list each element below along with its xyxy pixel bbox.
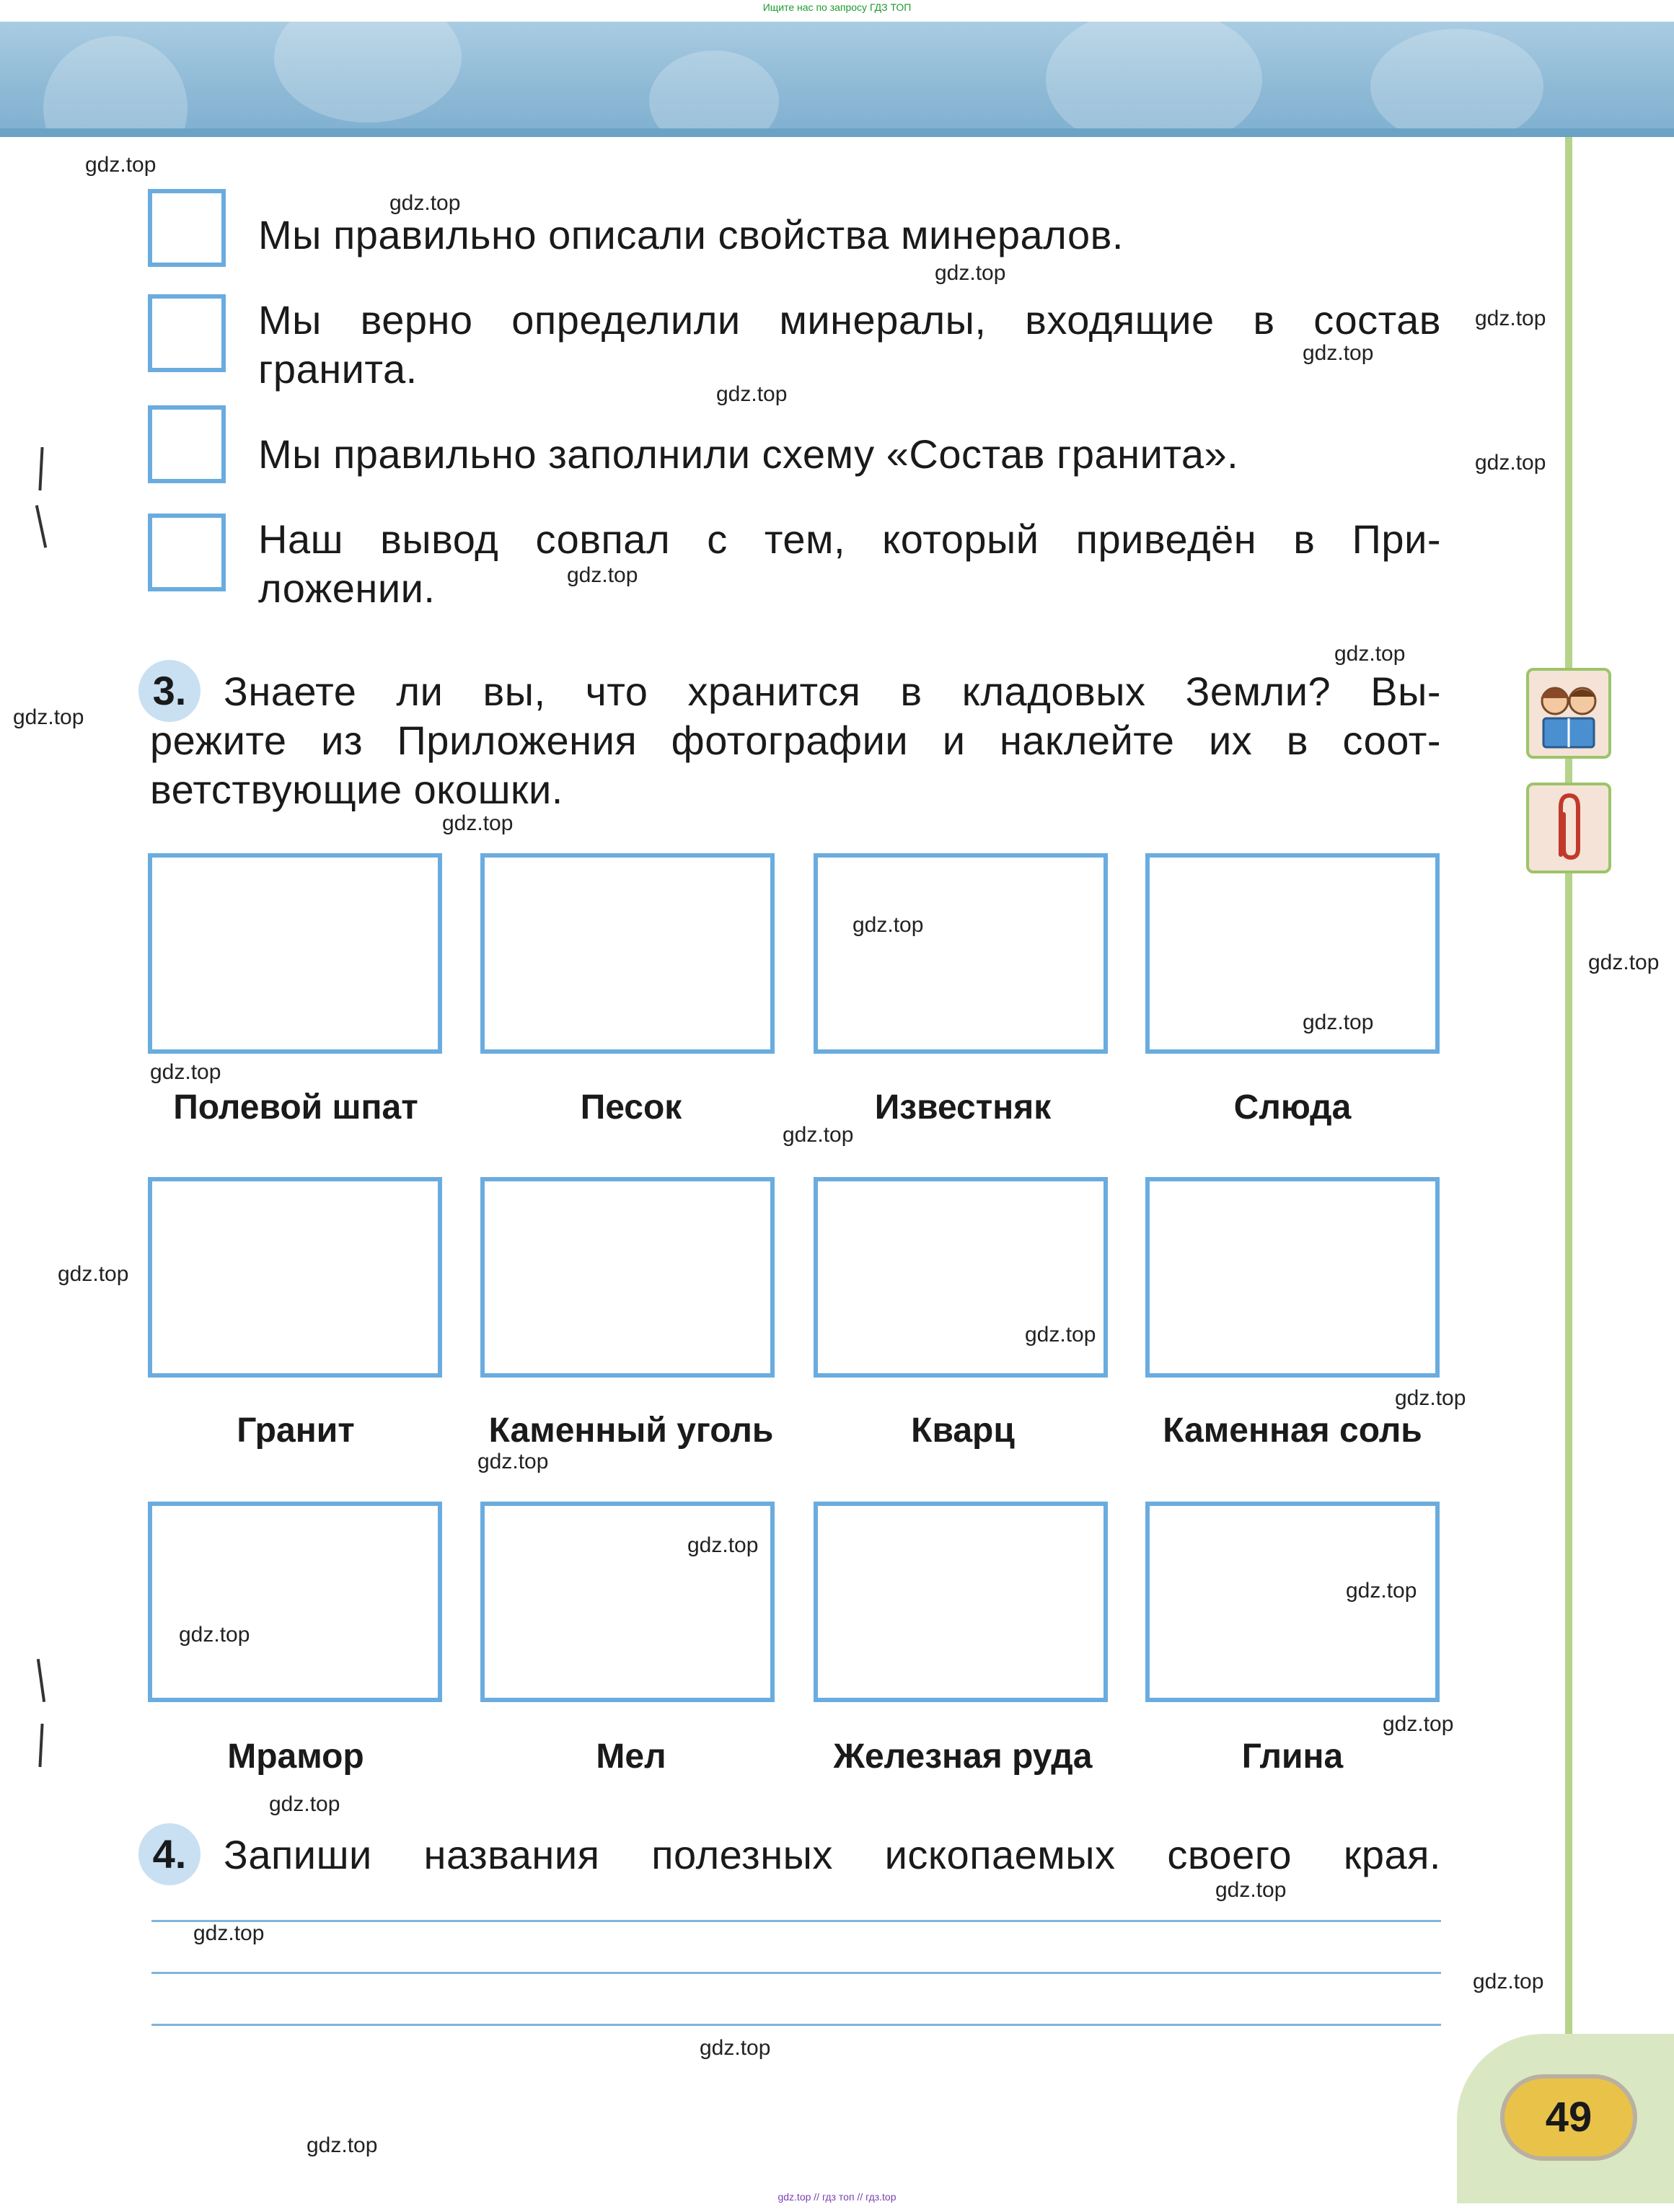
watermark: gdz.top — [179, 1623, 250, 1647]
photo-box-sand[interactable] — [480, 853, 775, 1054]
watermark: gdz.top — [1334, 642, 1406, 666]
header-band — [0, 22, 1674, 137]
answer-line-1[interactable] — [151, 1920, 1441, 1922]
watermark: gdz.top — [783, 1123, 854, 1147]
label-chalk: Мел — [596, 1737, 666, 1776]
watermark: gdz.top — [307, 2133, 378, 2157]
photo-box-coal[interactable] — [480, 1177, 775, 1378]
self-check-box-4[interactable] — [148, 514, 226, 591]
label-granite: Гранит — [237, 1411, 355, 1450]
photo-box-mica[interactable] — [1145, 853, 1440, 1054]
self-check-box-2[interactable] — [148, 294, 226, 372]
label-clay: Глина — [1241, 1737, 1344, 1776]
checklist-item-2 — [258, 296, 1441, 394]
checklist-item-3-text: Мы правильно заполнили схему «Состав гранита». — [258, 431, 1239, 477]
watermark: gdz.top — [389, 191, 461, 215]
photo-box-rock-salt[interactable] — [1145, 1177, 1440, 1378]
self-check-box-1[interactable] — [148, 189, 226, 267]
watermark: gdz.top — [193, 1921, 265, 1945]
label-limestone: Известняк — [874, 1088, 1052, 1127]
label-marble: Мрамор — [227, 1737, 364, 1776]
task-3-number: 3. — [138, 660, 201, 722]
reading-kids-icon-graphic — [1529, 671, 1608, 756]
checklist-item-3 — [258, 430, 1441, 479]
photo-box-limestone[interactable] — [814, 853, 1108, 1054]
margin-line — [1565, 137, 1572, 2200]
paperclip-icon-graphic — [1529, 785, 1608, 871]
watermark: gdz.top — [1588, 951, 1660, 974]
photo-box-chalk[interactable] — [480, 1502, 775, 1702]
paperclip-icon — [1526, 783, 1611, 873]
checklist-item-4 — [258, 515, 1441, 613]
checklist-item-2-line1: Мы верно определили минералы, входящие в состав — [258, 297, 1441, 343]
watermark: gdz.top — [1303, 1010, 1374, 1034]
binding-mark — [38, 1724, 43, 1767]
checklist-item-4-line1: Наш вывод совпал с тем, который приведён в При- — [258, 516, 1441, 562]
watermark: gdz.top — [1475, 451, 1546, 475]
label-feldspar: Полевой шпат — [173, 1088, 418, 1127]
watermark: gdz.top — [567, 563, 638, 587]
label-iron-ore: Железная руда — [833, 1737, 1093, 1776]
watermark: gdz.top — [716, 382, 788, 406]
label-mica: Слюда — [1233, 1088, 1352, 1127]
watermark: gdz.top — [1346, 1579, 1417, 1603]
photo-box-marble[interactable] — [148, 1502, 442, 1702]
watermark: gdz.top — [1475, 307, 1546, 330]
checklist-item-1 — [258, 211, 1441, 260]
photo-box-feldspar[interactable] — [148, 853, 442, 1054]
watermark: gdz.top — [477, 1450, 549, 1473]
photo-box-granite[interactable] — [148, 1177, 442, 1378]
checklist-item-2-line2: гранита. — [258, 346, 418, 392]
photo-box-quartz[interactable] — [814, 1177, 1108, 1378]
binding-mark — [38, 447, 43, 490]
binding-mark — [37, 1659, 45, 1702]
watermark: gdz.top — [85, 153, 157, 177]
label-coal: Каменный уголь — [488, 1411, 774, 1450]
watermark: gdz.top — [1215, 1878, 1287, 1902]
task-3-line3: ветствующие окошки. — [150, 767, 563, 812]
checklist-item-4-line2: ложении. — [258, 565, 436, 611]
photo-box-iron-ore[interactable] — [814, 1502, 1108, 1702]
watermark: gdz.top — [1383, 1712, 1454, 1736]
footer-note: gdz.top // гдз топ // гдз.top — [777, 2191, 897, 2203]
watermark: gdz.top — [1303, 341, 1374, 365]
label-sand: Песок — [580, 1088, 682, 1127]
answer-line-2[interactable] — [151, 1972, 1441, 1974]
page-number: 49 — [1500, 2074, 1637, 2161]
watermark: gdz.top — [13, 705, 84, 729]
task-4-text: Запиши названия полезных ископаемых своего края. — [224, 1832, 1441, 1877]
watermark: gdz.top — [700, 2036, 771, 2060]
watermark: gdz.top — [687, 1533, 759, 1557]
watermark: gdz.top — [1025, 1323, 1096, 1347]
watermark: gdz.top — [58, 1262, 129, 1286]
task-4-number: 4. — [138, 1823, 201, 1885]
label-rock-salt: Каменная соль — [1163, 1411, 1422, 1450]
top-note: Ищите нас по запросу ГДЗ ТОП — [762, 1, 912, 13]
label-quartz: Кварц — [911, 1411, 1015, 1450]
watermark: gdz.top — [1395, 1386, 1466, 1410]
watermark: gdz.top — [269, 1792, 340, 1816]
watermark: gdz.top — [442, 811, 514, 835]
checklist-item-1-text: Мы правильно описали свойства минералов. — [258, 212, 1124, 257]
task-3-line2: режите из Приложения фотографии и наклейте их в соот- — [150, 718, 1441, 763]
self-check-box-3[interactable] — [148, 405, 226, 483]
watermark: gdz.top — [853, 913, 924, 937]
watermark: gdz.top — [150, 1060, 221, 1084]
binding-mark — [35, 505, 47, 548]
watermark: gdz.top — [935, 261, 1006, 285]
watermark: gdz.top — [1473, 1970, 1544, 1993]
reading-kids-icon — [1526, 668, 1611, 759]
task-3-line1: Знаете ли вы, что хранится в кладовых Земли? Вы- — [224, 669, 1441, 714]
answer-line-3[interactable] — [151, 2024, 1441, 2026]
